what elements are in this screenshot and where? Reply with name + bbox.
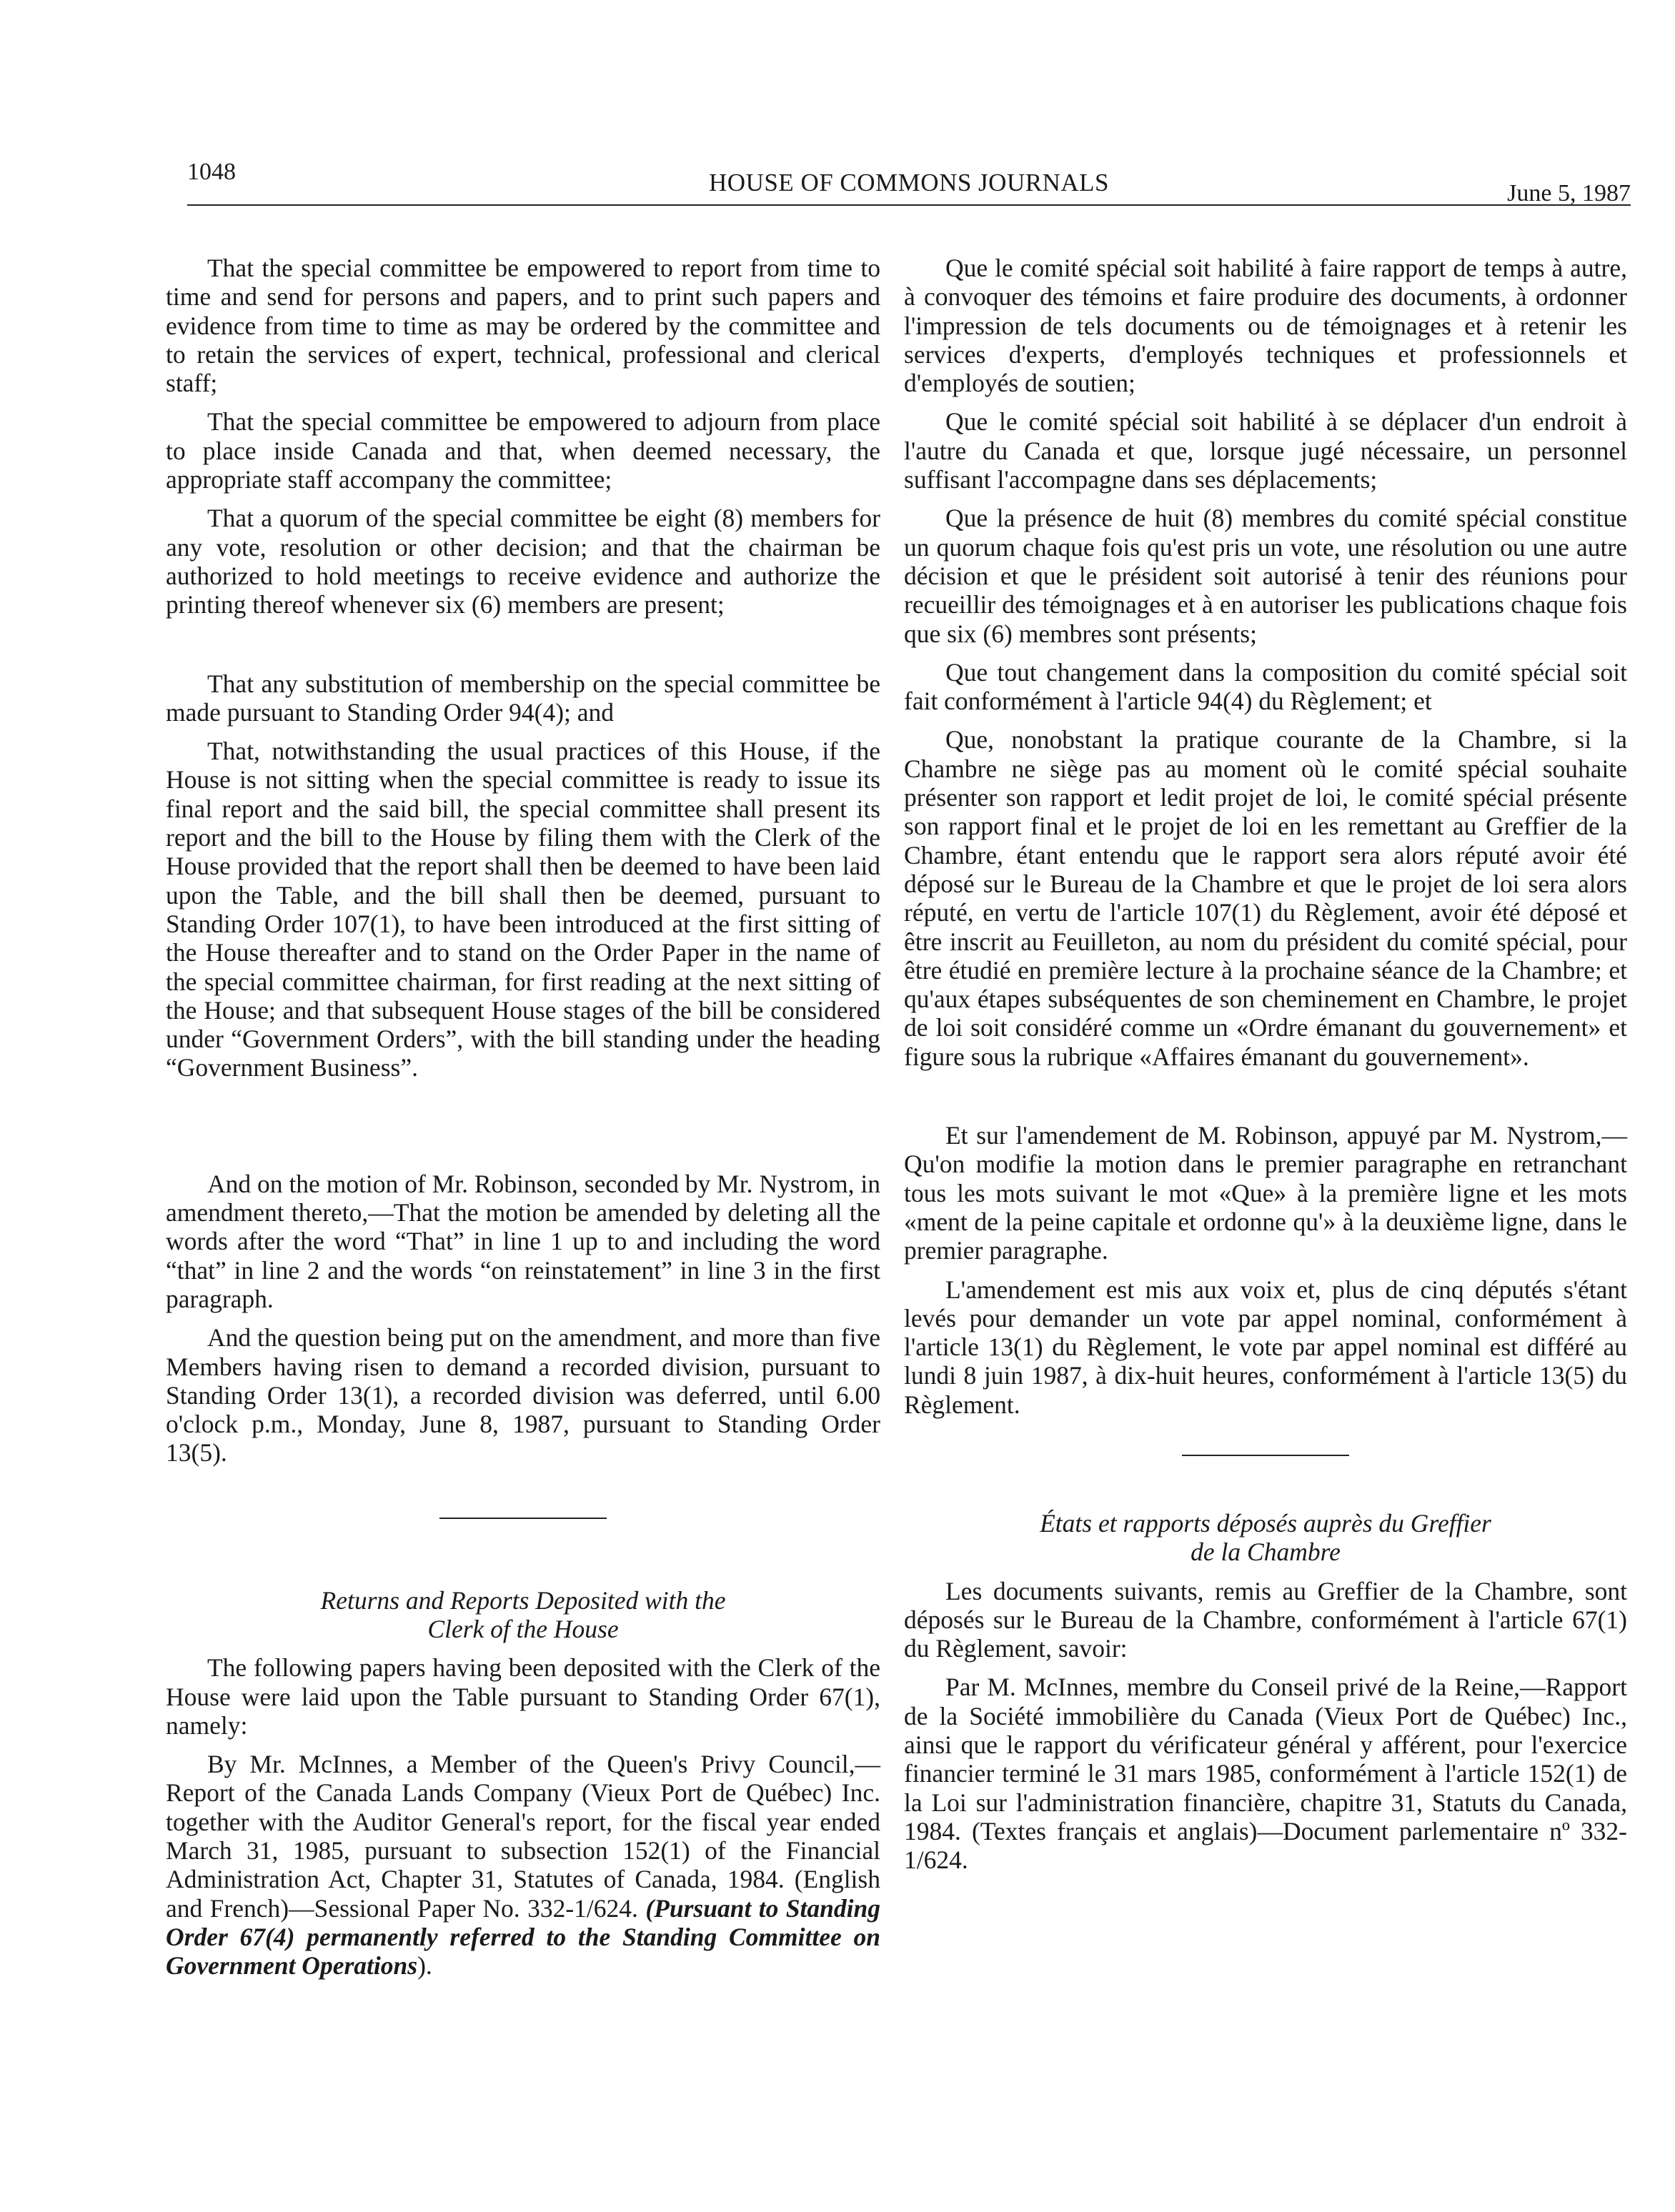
fr-paragraph: Que, nonobstant la pratique courante de la Chambre, si la Chambre ne siège pas au moment où le comité spécial souhaite présenter son rapport et ledit projet de loi, le comité spécial présente son rapport final et le projet de loi en les remettant au Greffier de la Chambre, étant entendu que le rapport sera alors réputé avoir été déposé sur le Bureau de la Chambre et que le projet de loi sera alors réputé, en vertu de l'article 107(1) du Règlement, avoir été déposé et être inscrit au Feuilleton, au nom du président du comité spécial, pour être étudié en première lecture à la prochaine séance de la Chambre; et qu'aux étapes subséquentes de son cheminement en Chambre, le projet de loi soit considéré comme un «Ordre émanant du gouvernement» et figure sous la rubrique «Affaires émanant du gouvernement». (904, 725, 1627, 1071)
section-heading-line: de la Chambre (1191, 1538, 1341, 1567)
page-number: 1048 (187, 159, 236, 185)
page-date: June 5, 1987 (1507, 180, 1631, 206)
fr-paragraph: Les documents suivants, remis au Greffier de la Chambre, sont déposés sur le Bureau de la Chambre, conformément à l'article 67(1) du Règlement, savoir: (904, 1576, 1627, 1663)
return-end: ). (417, 1951, 432, 1981)
en-paragraph: That any substitution of membership on the special committee be made pursuant to Standing Order 94(4); and (166, 669, 880, 727)
en-paragraph: And on the motion of Mr. Robinson, seconded by Mr. Nystrom, in amendment thereto,—That the motion be amended by deleting all the words after the word “That” in line 1 up to and including the word “that” in line 2 and the words “on reinstatement” in line 3 in the first paragraph. (166, 1169, 880, 1313)
en-paragraph: That the special committee be empowered to report from time to time and send for persons and papers, and to print such papers and evidence from time to time as may be ordered by the committee and to retain the services of expert, technical, professional and clerical staff; (166, 254, 880, 398)
fr-paragraph: Que le comité spécial soit habilité à se déplacer d'un endroit à l'autre du Canada et que, lorsque jugé nécessaire, un personnel suffisant l'accompagne dans ses déplacements; (904, 407, 1627, 494)
french-column (904, 254, 1627, 1875)
en-paragraph: That a quorum of the special committee be eight (8) members for any vote, resolution or other decision; and that the chairman be authorized to hold meetings to receive evidence and authorize the printing thereof whenever six (6) members are present; (166, 504, 880, 619)
section-heading-line: États et rapports déposés auprès du Greffier (1040, 1508, 1491, 1538)
section-heading-line: Returns and Reports Deposited with the (320, 1585, 726, 1615)
return-text: By Mr. McInnes, a Member of the Queen's Privy Council,—Report of the Canada Lands Company (Vieux Port de Québec) Inc. together with the Auditor General's report, for the fiscal year ended March 31, 1985, pursuant to subsection 152(1) of the Financial Administration Act, Chapter 31, Statutes of Canada, 1984. (English and French)—Sessional Paper No. 332-1/624. (166, 1750, 880, 1923)
header-rule (187, 204, 1631, 206)
en-paragraph: That, notwithstanding the usual practices of this House, if the House is not sitting when the special committee is ready to issue its final report and the said bill, the special committee shall present its report and the bill to the House by filing them with the Clerk of the House provided that the report shall then be deemed to have been laid upon the Table, and the bill shall then be deemed, pursuant to Standing Order 107(1), to have been introduced at the first sitting of the House thereafter and to stand on the Order Paper in the name of the special committee chairman, for first reading at the next sitting of the House; and that subsequent House stages of the bill be considered under “Government Orders”, with the bill standing under the heading “Government Business”. (166, 737, 880, 1082)
section-divider (439, 1518, 607, 1519)
fr-paragraph: Que le comité spécial soit habilité à faire rapport de temps à autre, à convoquer des témoins et faire produire des documents, à ordonner l'impression de tels documents ou de témoignages et à retenir les services d'experts, d'employés techniques et professionnels et d'employés de soutien; (904, 254, 1627, 398)
fr-paragraph: L'amendement est mis aux voix et, plus de cinq députés s'étant levés pour demander un vote par appel nominal, conformément à l'article 13(1) du Règlement, le vote par appel nominal est différé au lundi 8 juin 1987, à dix-huit heures, conformément à l'article 13(5) du Règlement. (904, 1275, 1627, 1419)
fr-paragraph: Que la présence de huit (8) membres du comité spécial constitue un quorum chaque fois qu'est pris un vote, une résolution ou une autre décision et que le président soit autorisé à tenir des réunions pour recueillir des témoignages et à en autoriser les publications chaque fois que six (6) membres sont présents; (904, 504, 1627, 648)
page-header (187, 159, 1631, 216)
section-heading (166, 1586, 880, 1644)
en-paragraph: And the question being put on the amendment, and more than five Members having risen to demand a recorded division, pursuant to Standing Order 13(1), a recorded division was deferred, until 6.00 o'clock p.m., Monday, June 8, 1987, pursuant to Standing Order 13(5). (166, 1323, 880, 1468)
english-column (166, 254, 880, 1981)
en-return-entry (166, 1750, 880, 1980)
en-paragraph: That the special committee be empowered to adjourn from place to place inside Canada and that, when deemed necessary, the appropriate staff accompany the committee; (166, 407, 880, 494)
journal-title: HOUSE OF COMMONS JOURNALS (709, 169, 1109, 196)
fr-paragraph: Que tout changement dans la composition du comité spécial soit fait conformément à l'article 94(4) du Règlement; et (904, 657, 1627, 716)
fr-return-entry: Par M. McInnes, membre du Conseil privé de la Reine,—Rapport de la Société immobilière du Canada (Vieux Port de Québec) Inc., ainsi que le rapport du vérificateur général y afférent, pour l'exercice financier terminé le 31 mars 1985, conformément à l'article 152(1) de la Loi sur l'administration financière, chapitre 31, Statuts du Canada, 1984. (Textes français et anglais)—Document parlementaire nº 332-1/624. (904, 1673, 1627, 1875)
return-note: (Pursuant to Standing Order 67(4) permanently referred to the Standing Committee on Government Operations (166, 1893, 880, 1981)
section-heading-line: Clerk of the House (427, 1614, 619, 1643)
section-heading (904, 1509, 1627, 1567)
section-divider (1182, 1455, 1349, 1456)
fr-paragraph: Et sur l'amendement de M. Robinson, appuyé par M. Nystrom,—Qu'on modifie la motion dans le premier paragraphe en retranchant tous les mots suivant le mot «Que» à la première ligne et les mots «ment de la peine capitale et ordonne qu'» à la deuxième ligne, dans le premier paragraphe. (904, 1121, 1627, 1265)
en-paragraph: The following papers having been deposited with the Clerk of the House were laid upon the Table pursuant to Standing Order 67(1), namely: (166, 1653, 880, 1740)
